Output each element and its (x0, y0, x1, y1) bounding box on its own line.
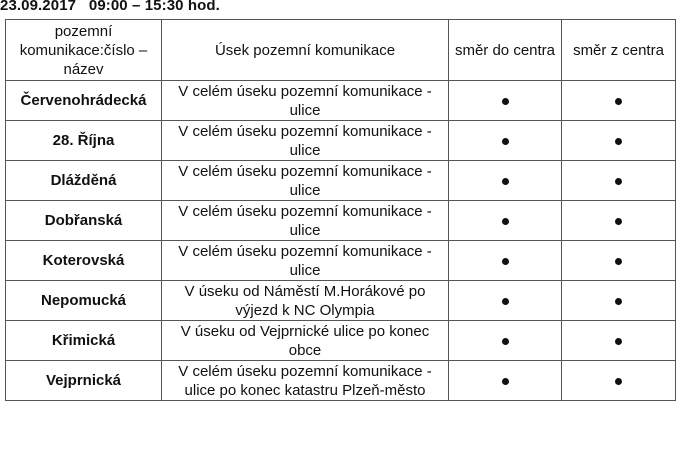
road-section-cell: V celém úseku pozemní komunikace - ulice (162, 161, 449, 201)
bullet-dot-icon (502, 258, 509, 265)
road-name-cell: Dlážděná (6, 161, 162, 201)
road-name-cell: Dobřanská (6, 201, 162, 241)
road-section-cell: V celém úseku pozemní komunikace - ulice (162, 241, 449, 281)
table-row (6, 241, 676, 281)
column-header-section: Úsek pozemní komunikace (162, 20, 449, 81)
from-center-cell (562, 361, 676, 401)
column-header-from-center: směr z centra (562, 20, 676, 81)
bullet-dot-icon (615, 218, 622, 225)
from-center-cell (562, 281, 676, 321)
from-center-cell (562, 321, 676, 361)
from-center-cell (562, 241, 676, 281)
bullet-dot-icon (615, 338, 622, 345)
table-row (6, 321, 676, 361)
from-center-cell (562, 201, 676, 241)
to-center-cell (449, 161, 562, 201)
road-name-cell: 28. Října (6, 121, 162, 161)
table-row (6, 201, 676, 241)
bullet-dot-icon (502, 338, 509, 345)
road-name-cell: Nepomucká (6, 281, 162, 321)
bullet-dot-icon (615, 258, 622, 265)
road-section-cell: V celém úseku pozemní komunikace - ulice (162, 81, 449, 121)
bullet-dot-icon (502, 138, 509, 145)
table-row (6, 121, 676, 161)
bullet-dot-icon (502, 178, 509, 185)
bullet-dot-icon (615, 138, 622, 145)
bullet-dot-icon (502, 298, 509, 305)
document-header-date-time: 23.09.2017 09:00 – 15:30 hod. (0, 0, 220, 14)
bullet-dot-icon (615, 178, 622, 185)
road-section-cell: V celém úseku pozemní komunikace - ulice (162, 201, 449, 241)
to-center-cell (449, 281, 562, 321)
from-center-cell (562, 161, 676, 201)
bullet-dot-icon (615, 98, 622, 105)
road-closure-table (5, 19, 676, 401)
table-header-row (6, 20, 676, 81)
road-section-cell: V úseku od Náměstí M.Horákové po výjezd k NC Olympia (162, 281, 449, 321)
road-name-cell: Koterovská (6, 241, 162, 281)
road-section-cell: V úseku od Vejprnické ulice po konec obce (162, 321, 449, 361)
road-name-cell: Červenohrádecká (6, 81, 162, 121)
table-row (6, 81, 676, 121)
table-row (6, 161, 676, 201)
bullet-dot-icon (502, 378, 509, 385)
road-section-cell: V celém úseku pozemní komunikace - ulice po konec katastru Plzeň-město (162, 361, 449, 401)
to-center-cell (449, 321, 562, 361)
bullet-dot-icon (615, 378, 622, 385)
table-body (6, 81, 676, 401)
road-name-cell: Křimická (6, 321, 162, 361)
to-center-cell (449, 201, 562, 241)
to-center-cell (449, 121, 562, 161)
from-center-cell (562, 81, 676, 121)
road-section-cell: V celém úseku pozemní komunikace - ulice (162, 121, 449, 161)
to-center-cell (449, 241, 562, 281)
to-center-cell (449, 361, 562, 401)
bullet-dot-icon (502, 98, 509, 105)
from-center-cell (562, 121, 676, 161)
bullet-dot-icon (502, 218, 509, 225)
road-name-cell: Vejprnická (6, 361, 162, 401)
column-header-road-name: pozemní komunikace:číslo – název (6, 20, 162, 81)
column-header-to-center: směr do centra (449, 20, 562, 81)
table-row (6, 281, 676, 321)
to-center-cell (449, 81, 562, 121)
bullet-dot-icon (615, 298, 622, 305)
table-row (6, 361, 676, 401)
